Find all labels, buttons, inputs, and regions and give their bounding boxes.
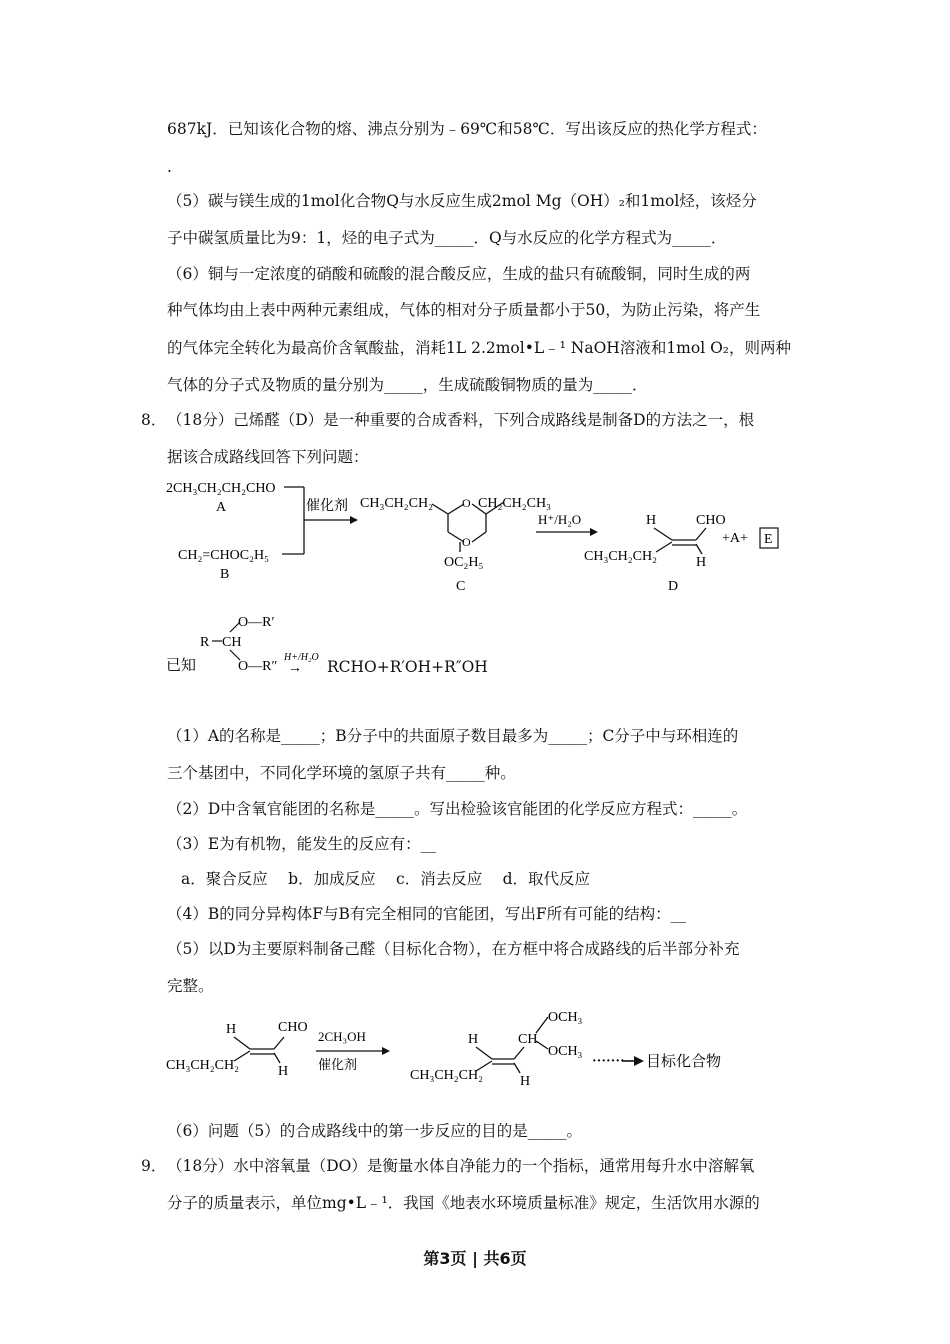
s2-h-bottom: H bbox=[278, 1064, 289, 1079]
known-prefix: 已知 bbox=[166, 656, 197, 674]
question-number-8: 8． bbox=[141, 411, 167, 429]
reaction-arrow-icon bbox=[590, 528, 598, 536]
text-line-3: （5）碳与镁生成的1mol化合物Q与水反应生成2mol Mg（OH）₂和1mol烃，该烃分 bbox=[167, 192, 757, 210]
s2-target: 目标化合物 bbox=[646, 1052, 722, 1070]
compound-d-chain: CH₃CH₂CH₂ bbox=[584, 549, 657, 564]
s2-arrow-icon bbox=[382, 1047, 390, 1055]
svg-text:O: O bbox=[462, 535, 471, 549]
compound-c-right-chain: CH₂CH₂CH₃ bbox=[478, 496, 551, 511]
text-line-4: 子中碳氢质量比为9：1，烃的电子式为_____．Q与水反应的化学方程式为_____． bbox=[167, 229, 727, 247]
text-line-5: （6）铜与一定浓度的硝酸和硫酸的混合酸反应，生成的盐只有硫酸铜，同时生成的两 bbox=[167, 265, 751, 283]
s2-chain-2: CH₃CH₂CH₂ bbox=[410, 1068, 483, 1083]
text-line-15-options: a．聚合反应 b．加成反应 c．消去反应 d．取代反应 bbox=[181, 870, 591, 888]
text-line-17: （5）以D为主要原料制备己醛（目标化合物），在方框中将合成路线的后半部分补充 bbox=[167, 940, 740, 958]
s2-reagent: 2CH₃OH bbox=[318, 1029, 366, 1044]
s2-catalyst: 催化剂 bbox=[318, 1058, 358, 1073]
s2-ch: CH bbox=[518, 1032, 538, 1047]
compound-c-substituent: OC₂H₅ bbox=[444, 555, 484, 570]
known-products: RCHO+R′OH+R″OH bbox=[327, 658, 488, 676]
s2-och3-bottom: OCH₃ bbox=[548, 1044, 583, 1059]
text-line-12: 三个基团中，不同化学环境的氢原子共有_____种。 bbox=[167, 764, 516, 782]
question-number-9: 9． bbox=[141, 1157, 167, 1175]
s2-dots: ······· bbox=[592, 1054, 625, 1069]
text-line-7: 的气体完全转化为最高价含氧酸盐，消耗1L 2.2mol•L﹣¹ NaOH溶液和1mol O₂，则两种 bbox=[167, 339, 792, 357]
compound-d-h-bottom: H bbox=[696, 555, 707, 570]
synthesis-route-scheme bbox=[160, 474, 820, 602]
catalyst-label: 催化剂 bbox=[306, 498, 348, 514]
text-line-9: （18分）己烯醛（D）是一种重要的合成香料，下列合成路线是制备D的方法之一，根 bbox=[167, 411, 755, 429]
page-footer: 第3页 | 共6页 bbox=[423, 1249, 527, 1268]
known-ch: CH bbox=[222, 635, 242, 650]
text-line-14: （3）E为有机物，能发生的反应有：__ bbox=[167, 835, 437, 853]
text-line-11: （1）A的名称是_____；B分子中的共面原子数目最多为_____；C分子中与环相连的 bbox=[167, 727, 739, 745]
compound-c-label: C bbox=[456, 579, 466, 594]
text-line-2: . bbox=[167, 158, 172, 176]
compound-a-label: A bbox=[216, 500, 227, 515]
s2-target-arrow-icon bbox=[634, 1056, 644, 1066]
compound-b-formula: CH₂=CHOC₂H₅ bbox=[178, 548, 269, 563]
compound-d-cho: CHO bbox=[696, 513, 726, 528]
compound-b-label: B bbox=[220, 567, 230, 582]
compound-d-label: D bbox=[668, 579, 679, 594]
text-line-19: （6）问题（5）的合成路线中的第一步反应的目的是_____。 bbox=[167, 1122, 582, 1140]
s2-chain-1: CH₃CH₂CH₂ bbox=[166, 1058, 239, 1073]
text-line-21: 分子的质量表示，单位mg•L﹣¹．我国《地表水环境质量标准》规定，生活饮用水源的 bbox=[167, 1194, 760, 1212]
s2-cho: CHO bbox=[278, 1020, 308, 1035]
s2-h-top: H bbox=[226, 1022, 237, 1037]
svg-text:O: O bbox=[462, 496, 471, 510]
compound-e-label: E bbox=[764, 532, 773, 547]
s2-double-bond-1 bbox=[234, 1037, 284, 1063]
text-line-1: 687kJ．已知该化合物的熔、沸点分别为﹣69℃和58℃．写出该反应的热化学方程式： bbox=[167, 120, 767, 138]
s2-h-left: H bbox=[468, 1032, 479, 1047]
plus-a-text: +A+ bbox=[722, 531, 748, 546]
known-o-r1: O—R′ bbox=[238, 615, 275, 630]
known-o-r2: O—R″ bbox=[238, 659, 278, 674]
text-line-8: 气体的分子式及物质的量分别为_____，生成硫酸铜物质的量为_____． bbox=[167, 376, 648, 394]
compound-c-left-chain: CH₃CH₂CH₂ bbox=[360, 496, 433, 511]
compound-d-h-top: H bbox=[646, 513, 657, 528]
known-r: R bbox=[200, 635, 210, 650]
text-line-20: （18分）水中溶氧量（DO）是衡量水体自净能力的一个指标，通常用每升水中溶解氧 bbox=[167, 1157, 755, 1175]
text-line-6: 种气体均由上表中两种元素组成，气体的相对分子质量都小于50，为防止污染，将产生 bbox=[167, 301, 761, 319]
double-bond bbox=[654, 528, 706, 554]
s2-och3-top: OCH₃ bbox=[548, 1010, 583, 1025]
compound-a-formula: 2CH₃CH₂CH₂CHO bbox=[166, 481, 276, 496]
hexanal-route-scheme bbox=[160, 1005, 760, 1090]
s2-h-bottom-2: H bbox=[520, 1074, 531, 1089]
hydrolysis-condition: H⁺/H₂O bbox=[538, 512, 582, 527]
known-arrow: → bbox=[288, 661, 302, 676]
text-line-13: （2）D中含氧官能团的名称是_____。写出检验该官能团的化学反应方程式：_____。 bbox=[167, 800, 748, 818]
text-line-10: 据该合成路线回答下列问题： bbox=[167, 448, 369, 466]
known-condition: H+/H₂O bbox=[284, 652, 319, 663]
text-line-18: 完整。 bbox=[167, 977, 214, 995]
text-line-16: （4）B的同分异构体F与B有完全相同的官能团，写出F所有可能的结构：__ bbox=[167, 905, 687, 923]
